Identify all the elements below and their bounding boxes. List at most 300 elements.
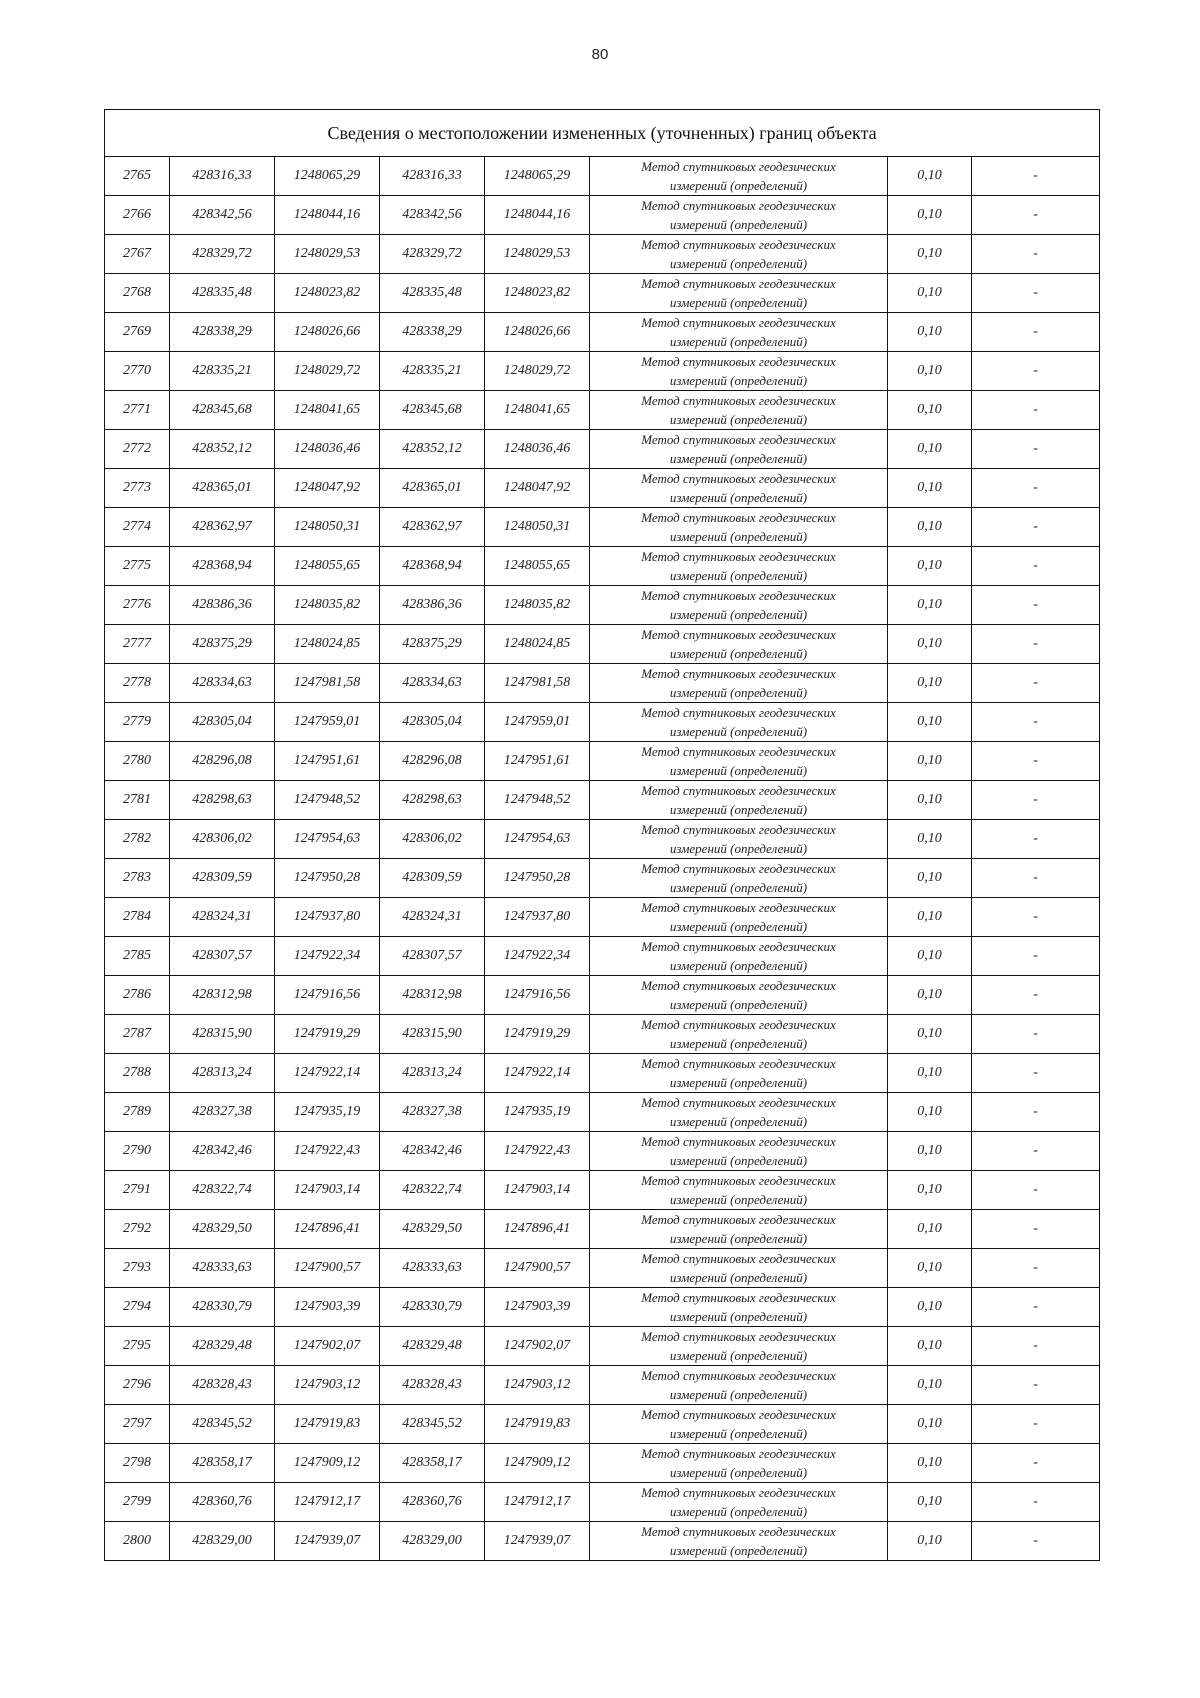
table-row <box>105 1327 1100 1366</box>
table-row <box>105 1015 1100 1054</box>
refined-y-cell: 1248050,31 <box>485 508 590 547</box>
refined-y-cell: 1248041,65 <box>485 391 590 430</box>
table-row <box>105 937 1100 976</box>
existing-x-cell: 428327,38 <box>170 1093 275 1132</box>
refined-y-cell: 1248047,92 <box>485 469 590 508</box>
table-row <box>105 1366 1100 1405</box>
existing-y-cell: 1248035,82 <box>275 586 380 625</box>
note-cell: - <box>972 508 1100 547</box>
accuracy-cell: 0,10 <box>888 274 972 313</box>
refined-x-cell: 428345,68 <box>380 391 485 430</box>
point-number-cell: 2795 <box>105 1327 170 1366</box>
table-row <box>105 1405 1100 1444</box>
accuracy-cell: 0,10 <box>888 1093 972 1132</box>
page-number: 80 <box>591 46 609 63</box>
note-cell: - <box>972 820 1100 859</box>
note-cell: - <box>972 196 1100 235</box>
method-line-2: измерений (определений) <box>669 529 808 544</box>
method-cell <box>590 157 888 196</box>
table-row <box>105 196 1100 235</box>
table-row <box>105 430 1100 469</box>
method-cell <box>590 274 888 313</box>
refined-x-cell: 428352,12 <box>380 430 485 469</box>
method-line-2: измерений (определений) <box>669 880 808 895</box>
refined-x-cell: 428375,29 <box>380 625 485 664</box>
accuracy-cell: 0,10 <box>888 1444 972 1483</box>
note-cell: - <box>972 1405 1100 1444</box>
existing-x-cell: 428322,74 <box>170 1171 275 1210</box>
note-cell: - <box>972 313 1100 352</box>
note-cell: - <box>972 1249 1100 1288</box>
existing-x-cell: 428334,63 <box>170 664 275 703</box>
accuracy-cell: 0,10 <box>888 1405 972 1444</box>
existing-x-cell: 428365,01 <box>170 469 275 508</box>
method-line-1: Метод спутниковых геодезических <box>641 978 836 993</box>
existing-x-cell: 428362,97 <box>170 508 275 547</box>
method-line-2: измерений (определений) <box>669 1231 808 1246</box>
method-line-2: измерений (определений) <box>669 997 808 1012</box>
refined-x-cell: 428335,21 <box>380 352 485 391</box>
accuracy-cell: 0,10 <box>888 664 972 703</box>
existing-x-cell: 428315,90 <box>170 1015 275 1054</box>
existing-y-cell: 1248026,66 <box>275 313 380 352</box>
refined-y-cell: 1247948,52 <box>485 781 590 820</box>
refined-y-cell: 1247900,57 <box>485 1249 590 1288</box>
refined-x-cell: 428329,00 <box>380 1522 485 1561</box>
method-line-1: Метод спутниковых геодезических <box>641 783 836 798</box>
point-number-cell: 2765 <box>105 157 170 196</box>
accuracy-cell: 0,10 <box>888 1015 972 1054</box>
table-row <box>105 859 1100 898</box>
table-row <box>105 1444 1100 1483</box>
note-cell: - <box>972 1093 1100 1132</box>
accuracy-cell: 0,10 <box>888 352 972 391</box>
point-number-cell: 2785 <box>105 937 170 976</box>
accuracy-cell: 0,10 <box>888 547 972 586</box>
point-number-cell: 2775 <box>105 547 170 586</box>
refined-x-cell: 428328,43 <box>380 1366 485 1405</box>
point-number-cell: 2773 <box>105 469 170 508</box>
table-row <box>105 1288 1100 1327</box>
refined-y-cell: 1247919,29 <box>485 1015 590 1054</box>
existing-x-cell: 428305,04 <box>170 703 275 742</box>
refined-x-cell: 428324,31 <box>380 898 485 937</box>
method-line-2: измерений (определений) <box>669 295 808 310</box>
method-line-2: измерений (определений) <box>669 334 808 349</box>
table-row <box>105 508 1100 547</box>
note-cell: - <box>972 898 1100 937</box>
note-cell: - <box>972 430 1100 469</box>
existing-y-cell: 1248029,53 <box>275 235 380 274</box>
point-number-cell: 2793 <box>105 1249 170 1288</box>
method-cell <box>590 976 888 1015</box>
refined-x-cell: 428362,97 <box>380 508 485 547</box>
table-row <box>105 664 1100 703</box>
method-line-1: Метод спутниковых геодезических <box>641 1212 836 1227</box>
point-number-cell: 2767 <box>105 235 170 274</box>
method-line-1: Метод спутниковых геодезических <box>641 900 836 915</box>
note-cell: - <box>972 742 1100 781</box>
refined-x-cell: 428315,90 <box>380 1015 485 1054</box>
method-line-1: Метод спутниковых геодезических <box>641 705 836 720</box>
point-number-cell: 2770 <box>105 352 170 391</box>
accuracy-cell: 0,10 <box>888 1249 972 1288</box>
refined-x-cell: 428386,36 <box>380 586 485 625</box>
existing-x-cell: 428313,24 <box>170 1054 275 1093</box>
method-cell <box>590 1132 888 1171</box>
existing-x-cell: 428328,43 <box>170 1366 275 1405</box>
note-cell: - <box>972 625 1100 664</box>
accuracy-cell: 0,10 <box>888 1483 972 1522</box>
accuracy-cell: 0,10 <box>888 781 972 820</box>
existing-y-cell: 1247903,12 <box>275 1366 380 1405</box>
existing-y-cell: 1248024,85 <box>275 625 380 664</box>
refined-y-cell: 1247903,14 <box>485 1171 590 1210</box>
note-cell: - <box>972 469 1100 508</box>
method-cell <box>590 664 888 703</box>
method-cell <box>590 742 888 781</box>
existing-x-cell: 428335,48 <box>170 274 275 313</box>
refined-x-cell: 428327,38 <box>380 1093 485 1132</box>
refined-x-cell: 428329,72 <box>380 235 485 274</box>
refined-x-cell: 428368,94 <box>380 547 485 586</box>
method-line-2: измерений (определений) <box>669 490 808 505</box>
point-number-cell: 2799 <box>105 1483 170 1522</box>
refined-x-cell: 428330,79 <box>380 1288 485 1327</box>
method-cell <box>590 586 888 625</box>
table-row <box>105 1522 1100 1561</box>
refined-y-cell: 1247954,63 <box>485 820 590 859</box>
table-row <box>105 976 1100 1015</box>
method-line-1: Метод спутниковых геодезических <box>641 939 836 954</box>
refined-x-cell: 428335,48 <box>380 274 485 313</box>
table-row <box>105 547 1100 586</box>
method-line-1: Метод спутниковых геодезических <box>641 393 836 408</box>
existing-y-cell: 1248047,92 <box>275 469 380 508</box>
method-line-2: измерений (определений) <box>669 1543 808 1558</box>
method-cell <box>590 547 888 586</box>
method-line-2: измерений (определений) <box>669 958 808 973</box>
refined-y-cell: 1247903,12 <box>485 1366 590 1405</box>
point-number-cell: 2771 <box>105 391 170 430</box>
method-line-1: Метод спутниковых геодезических <box>641 1017 836 1032</box>
point-number-cell: 2780 <box>105 742 170 781</box>
method-line-2: измерений (определений) <box>669 1192 808 1207</box>
method-line-2: измерений (определений) <box>669 1036 808 1051</box>
method-line-1: Метод спутниковых геодезических <box>641 1095 836 1110</box>
existing-x-cell: 428329,48 <box>170 1327 275 1366</box>
table-row <box>105 313 1100 352</box>
method-line-1: Метод спутниковых геодезических <box>641 1329 836 1344</box>
refined-y-cell: 1247909,12 <box>485 1444 590 1483</box>
table-row <box>105 1171 1100 1210</box>
method-line-1: Метод спутниковых геодезических <box>641 1290 836 1305</box>
point-number-cell: 2788 <box>105 1054 170 1093</box>
refined-x-cell: 428358,17 <box>380 1444 485 1483</box>
accuracy-cell: 0,10 <box>888 235 972 274</box>
method-cell <box>590 625 888 664</box>
existing-y-cell: 1247981,58 <box>275 664 380 703</box>
accuracy-cell: 0,10 <box>888 820 972 859</box>
existing-x-cell: 428324,31 <box>170 898 275 937</box>
method-line-2: измерений (определений) <box>669 1153 808 1168</box>
note-cell: - <box>972 1288 1100 1327</box>
existing-y-cell: 1248065,29 <box>275 157 380 196</box>
method-line-1: Метод спутниковых геодезических <box>641 744 836 759</box>
method-line-1: Метод спутниковых геодезических <box>641 1056 836 1071</box>
method-line-2: измерений (определений) <box>669 256 808 271</box>
existing-x-cell: 428345,68 <box>170 391 275 430</box>
point-number-cell: 2779 <box>105 703 170 742</box>
method-cell <box>590 898 888 937</box>
table-row <box>105 157 1100 196</box>
table-title-row <box>105 110 1100 157</box>
method-line-1: Метод спутниковых геодезических <box>641 432 836 447</box>
note-cell: - <box>972 859 1100 898</box>
point-number-cell: 2782 <box>105 820 170 859</box>
existing-y-cell: 1247919,29 <box>275 1015 380 1054</box>
table-row <box>105 742 1100 781</box>
existing-x-cell: 428330,79 <box>170 1288 275 1327</box>
method-line-1: Метод спутниковых геодезических <box>641 822 836 837</box>
method-line-1: Метод спутниковых геодезических <box>641 1407 836 1422</box>
existing-x-cell: 428329,72 <box>170 235 275 274</box>
note-cell: - <box>972 781 1100 820</box>
method-cell <box>590 508 888 547</box>
method-line-2: измерений (определений) <box>669 646 808 661</box>
method-line-2: измерений (определений) <box>669 412 808 427</box>
refined-x-cell: 428316,33 <box>380 157 485 196</box>
point-number-cell: 2776 <box>105 586 170 625</box>
method-line-2: измерений (определений) <box>669 178 808 193</box>
existing-y-cell: 1247935,19 <box>275 1093 380 1132</box>
existing-y-cell: 1247903,14 <box>275 1171 380 1210</box>
method-line-1: Метод спутниковых геодезических <box>641 627 836 642</box>
existing-y-cell: 1247919,83 <box>275 1405 380 1444</box>
refined-y-cell: 1248036,46 <box>485 430 590 469</box>
method-line-1: Метод спутниковых геодезических <box>641 510 836 525</box>
method-cell <box>590 1327 888 1366</box>
accuracy-cell: 0,10 <box>888 1288 972 1327</box>
existing-x-cell: 428386,36 <box>170 586 275 625</box>
point-number-cell: 2777 <box>105 625 170 664</box>
point-number-cell: 2797 <box>105 1405 170 1444</box>
accuracy-cell: 0,10 <box>888 1054 972 1093</box>
refined-y-cell: 1247919,83 <box>485 1405 590 1444</box>
table-row <box>105 1132 1100 1171</box>
accuracy-cell: 0,10 <box>888 625 972 664</box>
note-cell: - <box>972 274 1100 313</box>
method-line-1: Метод спутниковых геодезических <box>641 549 836 564</box>
existing-y-cell: 1248029,72 <box>275 352 380 391</box>
method-line-2: измерений (определений) <box>669 685 808 700</box>
method-cell <box>590 1210 888 1249</box>
method-line-2: измерений (определений) <box>669 802 808 817</box>
note-cell: - <box>972 1327 1100 1366</box>
method-line-1: Метод спутниковых геодезических <box>641 354 836 369</box>
point-number-cell: 2774 <box>105 508 170 547</box>
existing-y-cell: 1247948,52 <box>275 781 380 820</box>
method-line-2: измерений (определений) <box>669 1270 808 1285</box>
method-cell <box>590 391 888 430</box>
method-cell <box>590 1288 888 1327</box>
refined-y-cell: 1248029,72 <box>485 352 590 391</box>
method-cell <box>590 196 888 235</box>
method-line-1: Метод спутниковых геодезических <box>641 237 836 252</box>
method-line-2: измерений (определений) <box>669 373 808 388</box>
existing-y-cell: 1247922,14 <box>275 1054 380 1093</box>
existing-x-cell: 428312,98 <box>170 976 275 1015</box>
refined-y-cell: 1247922,14 <box>485 1054 590 1093</box>
refined-x-cell: 428338,29 <box>380 313 485 352</box>
method-line-1: Метод спутниковых геодезических <box>641 159 836 174</box>
accuracy-cell: 0,10 <box>888 937 972 976</box>
refined-x-cell: 428305,04 <box>380 703 485 742</box>
accuracy-cell: 0,10 <box>888 703 972 742</box>
existing-y-cell: 1247912,17 <box>275 1483 380 1522</box>
existing-x-cell: 428298,63 <box>170 781 275 820</box>
accuracy-cell: 0,10 <box>888 391 972 430</box>
refined-y-cell: 1247903,39 <box>485 1288 590 1327</box>
method-cell <box>590 1366 888 1405</box>
method-line-1: Метод спутниковых геодезических <box>641 198 836 213</box>
existing-x-cell: 428352,12 <box>170 430 275 469</box>
refined-y-cell: 1247902,07 <box>485 1327 590 1366</box>
refined-x-cell: 428365,01 <box>380 469 485 508</box>
note-cell: - <box>972 664 1100 703</box>
existing-y-cell: 1247896,41 <box>275 1210 380 1249</box>
refined-y-cell: 1247916,56 <box>485 976 590 1015</box>
accuracy-cell: 0,10 <box>888 1522 972 1561</box>
refined-y-cell: 1247939,07 <box>485 1522 590 1561</box>
existing-x-cell: 428296,08 <box>170 742 275 781</box>
method-line-2: измерений (определений) <box>669 919 808 934</box>
refined-y-cell: 1247922,34 <box>485 937 590 976</box>
accuracy-cell: 0,10 <box>888 469 972 508</box>
refined-x-cell: 428306,02 <box>380 820 485 859</box>
existing-x-cell: 428368,94 <box>170 547 275 586</box>
method-cell <box>590 820 888 859</box>
method-cell <box>590 1444 888 1483</box>
table-row <box>105 898 1100 937</box>
method-line-2: измерений (определений) <box>669 1114 808 1129</box>
point-number-cell: 2769 <box>105 313 170 352</box>
point-number-cell: 2766 <box>105 196 170 235</box>
method-cell <box>590 1054 888 1093</box>
method-line-2: измерений (определений) <box>669 217 808 232</box>
table-row <box>105 1093 1100 1132</box>
method-line-1: Метод спутниковых геодезических <box>641 1251 836 1266</box>
refined-x-cell: 428342,56 <box>380 196 485 235</box>
refined-y-cell: 1247959,01 <box>485 703 590 742</box>
existing-x-cell: 428342,56 <box>170 196 275 235</box>
method-cell <box>590 313 888 352</box>
method-cell <box>590 1015 888 1054</box>
refined-x-cell: 428296,08 <box>380 742 485 781</box>
accuracy-cell: 0,10 <box>888 976 972 1015</box>
method-cell <box>590 1522 888 1561</box>
existing-x-cell: 428307,57 <box>170 937 275 976</box>
note-cell: - <box>972 1132 1100 1171</box>
refined-y-cell: 1248023,82 <box>485 274 590 313</box>
existing-y-cell: 1248055,65 <box>275 547 380 586</box>
accuracy-cell: 0,10 <box>888 196 972 235</box>
table-row <box>105 586 1100 625</box>
note-cell: - <box>972 352 1100 391</box>
refined-y-cell: 1247981,58 <box>485 664 590 703</box>
accuracy-cell: 0,10 <box>888 1327 972 1366</box>
existing-y-cell: 1247954,63 <box>275 820 380 859</box>
note-cell: - <box>972 586 1100 625</box>
method-line-1: Метод спутниковых геодезических <box>641 1485 836 1500</box>
refined-y-cell: 1248026,66 <box>485 313 590 352</box>
refined-x-cell: 428307,57 <box>380 937 485 976</box>
existing-x-cell: 428309,59 <box>170 859 275 898</box>
refined-x-cell: 428312,98 <box>380 976 485 1015</box>
point-number-cell: 2789 <box>105 1093 170 1132</box>
refined-x-cell: 428329,48 <box>380 1327 485 1366</box>
note-cell: - <box>972 703 1100 742</box>
point-number-cell: 2772 <box>105 430 170 469</box>
existing-y-cell: 1247951,61 <box>275 742 380 781</box>
point-number-cell: 2787 <box>105 1015 170 1054</box>
existing-x-cell: 428338,29 <box>170 313 275 352</box>
boundary-coordinates-table <box>104 109 1100 1561</box>
method-line-2: измерений (определений) <box>669 763 808 778</box>
existing-y-cell: 1247922,43 <box>275 1132 380 1171</box>
refined-y-cell: 1247922,43 <box>485 1132 590 1171</box>
method-line-2: измерений (определений) <box>669 1309 808 1324</box>
note-cell: - <box>972 1210 1100 1249</box>
point-number-cell: 2791 <box>105 1171 170 1210</box>
refined-x-cell: 428360,76 <box>380 1483 485 1522</box>
method-line-1: Метод спутниковых геодезических <box>641 1368 836 1383</box>
accuracy-cell: 0,10 <box>888 157 972 196</box>
table-row <box>105 469 1100 508</box>
point-number-cell: 2784 <box>105 898 170 937</box>
method-cell <box>590 1093 888 1132</box>
accuracy-cell: 0,10 <box>888 1210 972 1249</box>
method-line-2: измерений (определений) <box>669 1465 808 1480</box>
accuracy-cell: 0,10 <box>888 313 972 352</box>
method-line-1: Метод спутниковых геодезических <box>641 276 836 291</box>
method-line-2: измерений (определений) <box>669 1348 808 1363</box>
refined-x-cell: 428334,63 <box>380 664 485 703</box>
note-cell: - <box>972 547 1100 586</box>
refined-x-cell: 428309,59 <box>380 859 485 898</box>
note-cell: - <box>972 976 1100 1015</box>
table-title: Сведения о местоположении измененных (уточненных) границ объекта <box>105 110 1100 157</box>
point-number-cell: 2800 <box>105 1522 170 1561</box>
refined-y-cell: 1247896,41 <box>485 1210 590 1249</box>
existing-x-cell: 428333,63 <box>170 1249 275 1288</box>
method-line-2: измерений (определений) <box>669 451 808 466</box>
table-row <box>105 820 1100 859</box>
accuracy-cell: 0,10 <box>888 586 972 625</box>
existing-x-cell: 428329,00 <box>170 1522 275 1561</box>
refined-y-cell: 1247950,28 <box>485 859 590 898</box>
refined-x-cell: 428342,46 <box>380 1132 485 1171</box>
method-line-1: Метод спутниковых геодезических <box>641 1134 836 1149</box>
existing-x-cell: 428360,76 <box>170 1483 275 1522</box>
refined-x-cell: 428322,74 <box>380 1171 485 1210</box>
existing-x-cell: 428358,17 <box>170 1444 275 1483</box>
note-cell: - <box>972 391 1100 430</box>
existing-x-cell: 428306,02 <box>170 820 275 859</box>
method-line-2: измерений (определений) <box>669 607 808 622</box>
point-number-cell: 2786 <box>105 976 170 1015</box>
method-line-2: измерений (определений) <box>669 1387 808 1402</box>
